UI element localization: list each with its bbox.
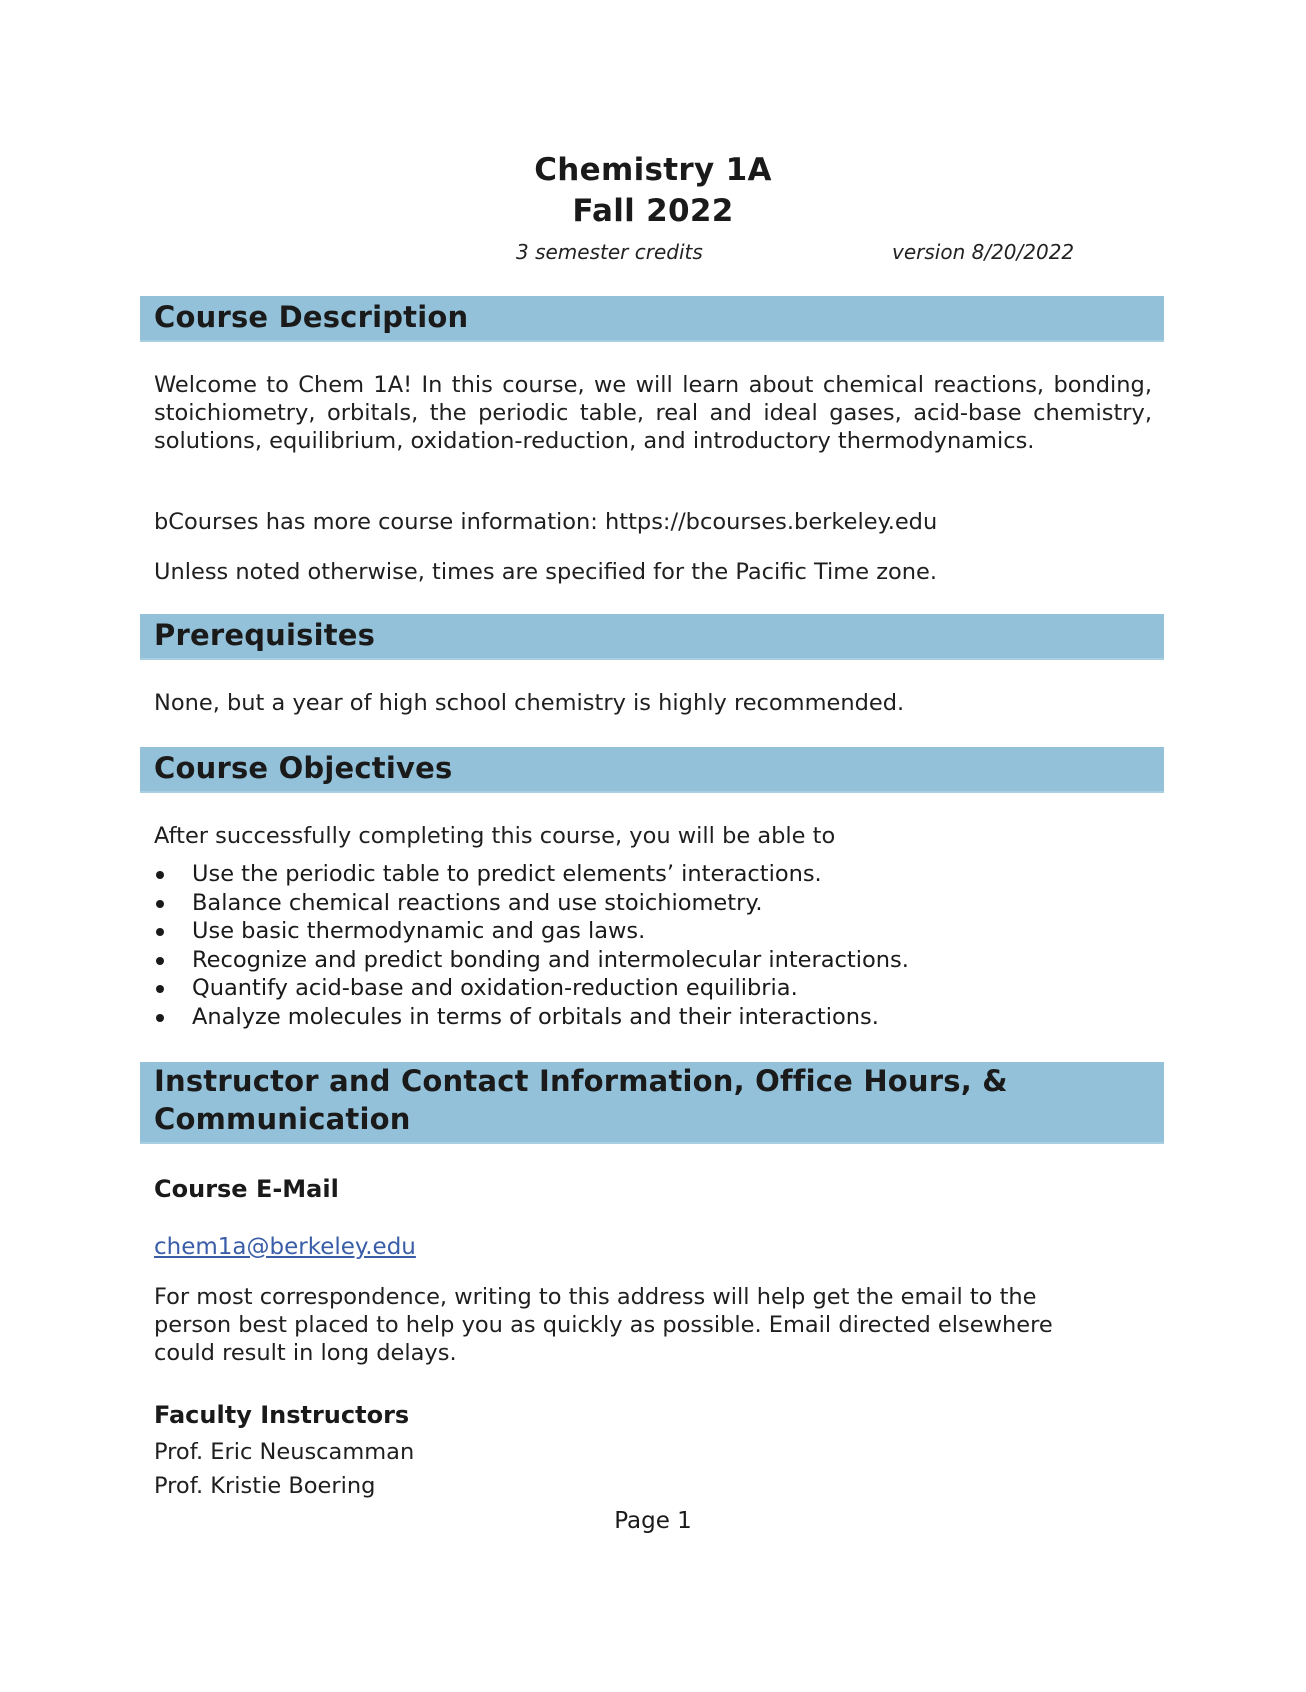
section-course-description [140,296,1164,342]
document-term: Fall 2022 [572,193,734,229]
section-heading: Course Description [154,300,469,334]
section-heading-line1: Instructor and Contact Information, Office Hours, & [154,1064,1008,1098]
section-heading-line2: Communication [154,1102,411,1136]
list-item: Use basic thermodynamic and gas laws. [154,917,1154,946]
bullet-icon [156,871,164,879]
bullet-icon [156,957,164,965]
credits-note: 3 semester credits [516,240,703,264]
faculty-instructor: Prof. Eric Neuscamman [154,1439,415,1465]
list-item: Analyze molecules in terms of orbitals and their interactions. [154,1003,1154,1032]
prerequisites-text: None, but a year of high school chemistry is highly recommended. [154,690,905,716]
objectives-list [154,860,1154,1031]
faculty-instructor: Prof. Kristie Boering [154,1473,376,1499]
bullet-icon [156,928,164,936]
page-number: Page 1 [614,1508,692,1534]
document-title: Chemistry 1A [534,152,772,188]
faculty-heading: Faculty Instructors [154,1401,410,1429]
course-description-intro: Welcome to Chem 1A! In this course, we will learn about chemical reactions, bonding, stoichiometry, orbitals, the periodic table, real and ideal gases, acid-base chemistry, solutions, equilibrium, oxidation-reduction, and introductory thermodynamics. [154,372,1152,454]
bullet-icon [156,1014,164,1022]
version-note: version 8/20/2022 [892,240,1075,264]
section-prerequisites [140,614,1164,660]
section-heading: Prerequisites [154,618,376,652]
list-item: Recognize and predict bonding and intermolecular interactions. [154,946,1154,975]
section-instructor-contact [140,1062,1164,1144]
course-email-heading: Course E-Mail [154,1175,339,1203]
list-item: Use the periodic table to predict elements’ interactions. [154,860,1154,889]
bullet-icon [156,900,164,908]
bcourses-info: bCourses has more course information: https://bcourses.berkeley.edu [154,509,938,535]
section-course-objectives [140,747,1164,793]
section-heading: Course Objectives [154,751,453,785]
list-item: Balance chemical reactions and use stoichiometry. [154,889,1154,918]
list-item: Quantify acid-base and oxidation-reduction equilibria. [154,974,1154,1003]
course-email-link[interactable]: chem1a@berkeley.edu [154,1234,416,1260]
email-note: For most correspondence, writing to this address will help get the email to the person best placed to help you as quickly as possible. Email directed elsewhere could result in long delays. [154,1284,1053,1366]
timezone-note: Unless noted otherwise, times are specified for the Pacific Time zone. [154,559,938,585]
objectives-intro: After successfully completing this course, you will be able to [154,823,836,849]
bullet-icon [156,985,164,993]
